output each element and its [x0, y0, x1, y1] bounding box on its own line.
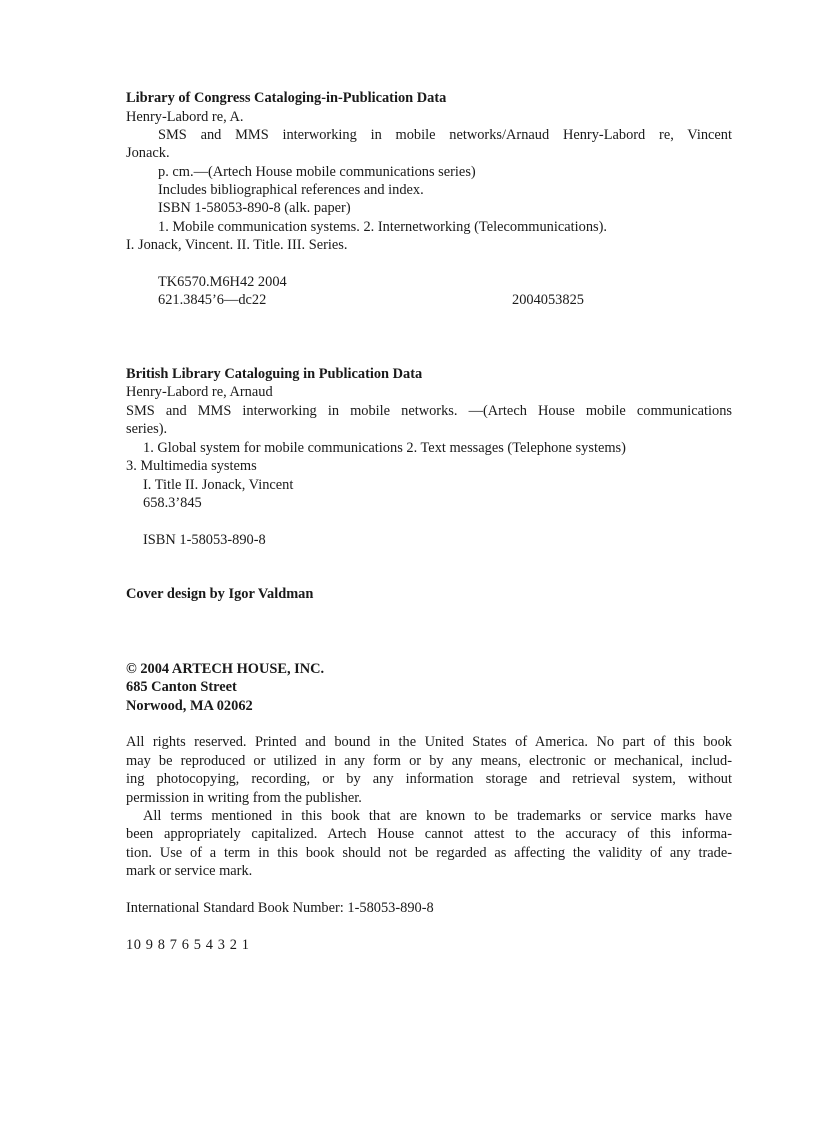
loc-cip-heading: Library of Congress Cataloging-in-Publication Data — [126, 90, 447, 106]
rights-paragraph-2-line-1: All terms mentioned in this book that are known to be trademarks or service marks have — [143, 808, 732, 824]
bl-title-line-2: series). — [126, 421, 168, 437]
rights-paragraph-1-line-4: permission in writing from the publisher. — [126, 790, 362, 806]
loc-subjects-line-1: 1. Mobile communication systems. 2. Internetworking (Telecommunications). — [158, 219, 608, 235]
rights-paragraph-2-line-3: tion. Use of a term in this book should not be regarded as affecting the validity of any trade- — [126, 845, 732, 861]
rights-paragraph-1-line-3: ing photocopying, recording, or by any information storage and retrieval system, without — [126, 771, 732, 787]
rights-paragraph-2-line-4: mark or service mark. — [126, 863, 253, 879]
loc-notes: Includes bibliographical references and index. — [158, 182, 424, 198]
loc-physical-description: p. cm.—(Artech House mobile communications series) — [158, 164, 476, 180]
bl-subjects-line-2: 3. Multimedia systems — [126, 458, 257, 474]
loc-title-line-1: SMS and MMS interworking in mobile networks/Arnaud Henry-Labord re, Vincent — [158, 127, 732, 143]
loc-subjects-line-2: I. Jonack, Vincent. II. Title. III. Series. — [126, 237, 348, 253]
bl-subjects-line-1: 1. Global system for mobile communications 2. Text messages (Telephone systems) — [143, 440, 626, 456]
loc-isbn: ISBN 1-58053-890-8 (alk. paper) — [158, 200, 351, 216]
bl-title-line-1: SMS and MMS interworking in mobile networks. —(Artech House mobile communications — [126, 403, 732, 419]
loc-dewey-number: 621.3845’6—dc22 — [158, 292, 267, 308]
bl-isbn: ISBN 1-58053-890-8 — [143, 532, 266, 548]
loc-call-number: TK6570.M6H42 2004 — [158, 274, 287, 290]
bl-author: Henry-Labord re, Arnaud — [126, 384, 273, 400]
publisher-street: 685 Canton Street — [126, 679, 237, 695]
bl-cip-heading: British Library Cataloguing in Publication Data — [126, 366, 423, 382]
loc-title-line-2: Jonack. — [126, 145, 170, 161]
printing-line: 10 9 8 7 6 5 4 3 2 1 — [126, 937, 250, 953]
bl-classification: 658.3’845 — [143, 495, 202, 511]
bl-added-entries: I. Title II. Jonack, Vincent — [143, 477, 294, 493]
isbn-statement: International Standard Book Number: 1-58053-890-8 — [126, 900, 434, 916]
loc-control-number: 2004053825 — [512, 292, 584, 308]
publisher-city: Norwood, MA 02062 — [126, 698, 253, 714]
loc-author: Henry-Labord re, A. — [126, 109, 244, 125]
copyright-notice: © 2004 ARTECH HOUSE, INC. — [126, 661, 325, 677]
cover-design-credit: Cover design by Igor Valdman — [126, 586, 314, 602]
rights-paragraph-1-line-1: All rights reserved. Printed and bound in the United States of America. No part of this book — [126, 734, 732, 750]
rights-paragraph-2-line-2: been appropriately capitalized. Artech House cannot attest to the accuracy of this informa- — [126, 826, 732, 842]
rights-paragraph-1-line-2: may be reproduced or utilized in any form or by any means, electronic or mechanical, includ- — [126, 753, 732, 769]
